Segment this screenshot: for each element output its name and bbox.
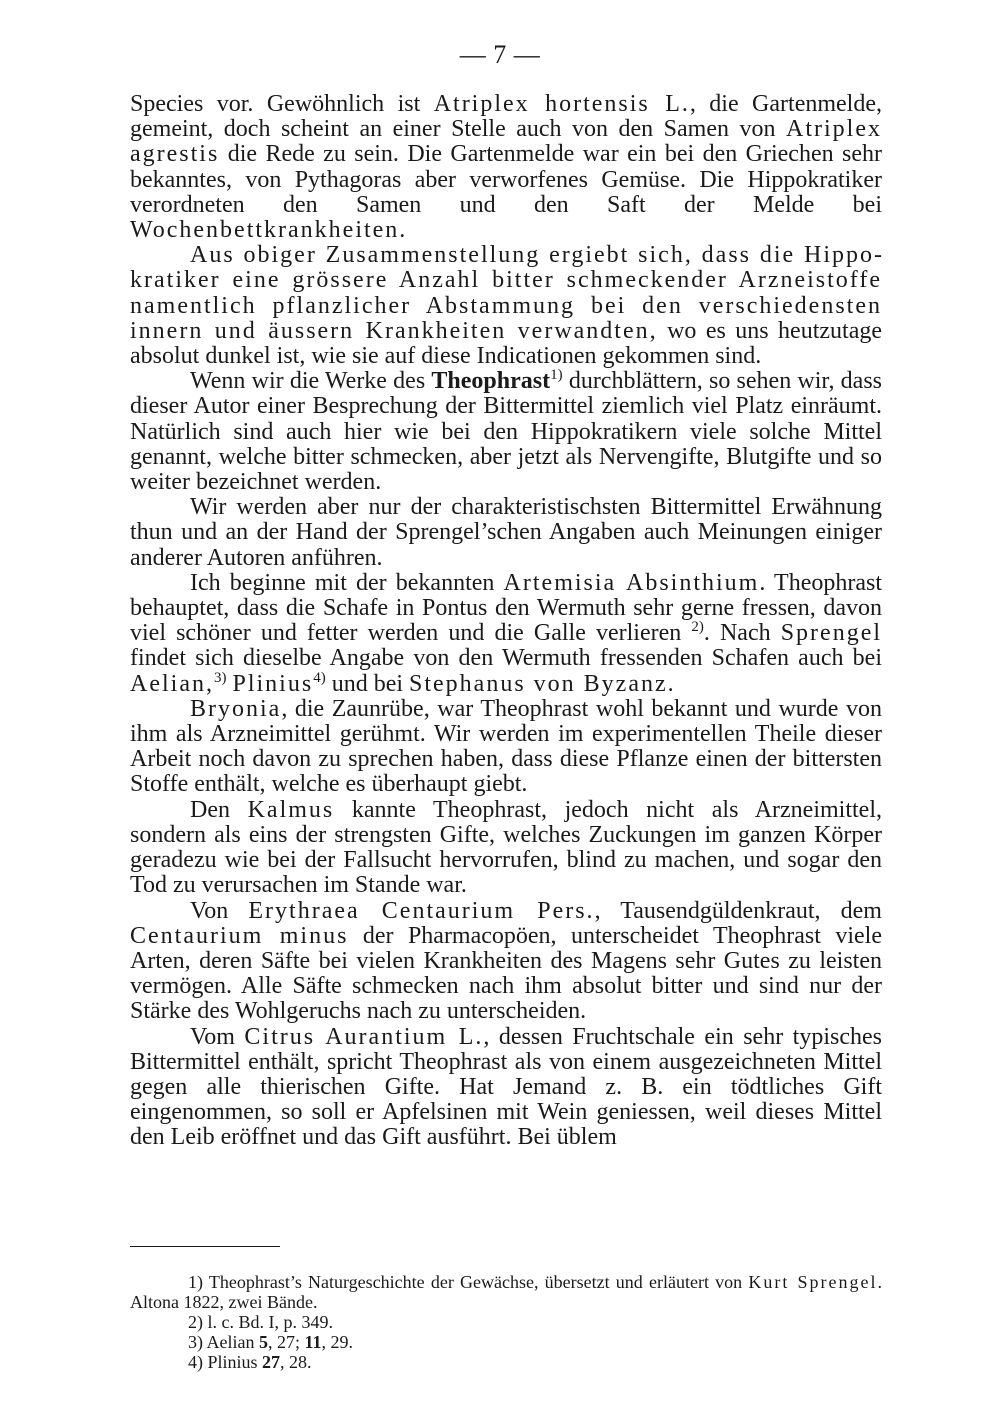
footnote-number: 3) xyxy=(188,1332,203,1352)
author-name: Plinius xyxy=(232,670,314,697)
text-run: Aelian xyxy=(203,1332,259,1352)
text-run: Theophrast’s Naturgeschichte der Gewächse, übersetzt und erläutert von xyxy=(203,1272,749,1292)
text-run: , Tausendgüldenkraut, dem xyxy=(594,897,882,924)
text-run: kannte Theophrast, jedoch nicht als Arzneimittel, sondern als eins der strengsten Gifte, welches Zuckungen im ganzen Körper geradezu wie bei der Fallsucht hervorrufen, blind zu machen, und sogar den Tod zu verursachen im Stande war. xyxy=(130,796,882,899)
text-run: , die Gartenmelde, gemeint, doch scheint an einer Stelle auch von den Samen von xyxy=(130,91,882,143)
footnote-separator xyxy=(130,1246,280,1247)
paragraph-8 xyxy=(130,899,882,1025)
author-name: Sprengel xyxy=(780,620,883,647)
footnote-3 xyxy=(130,1332,882,1352)
text-run: , 27; xyxy=(268,1332,305,1352)
text-run: Wir werden aber nur der charakteristischsten Bittermittel Erwähnung thun und an der Hand der Sprengel’schen Angaben auch Meinungen einiger anderer Autoren anführen. xyxy=(130,494,882,571)
text-run: , 28. xyxy=(280,1352,312,1372)
text-run: Wenn wir die Werke des xyxy=(190,368,432,395)
footnote-1 xyxy=(130,1272,882,1312)
paragraph-3 xyxy=(130,369,882,495)
footnote-4 xyxy=(130,1352,882,1372)
text-run: der Pharmacopöen, unterscheidet Theophrast viele Arten, deren Säfte bei vielen Krankheiten des Magens sehr Gutes zu leisten vermögen. Alle Säfte schmecken nach ihm absolut bitter und sind nur der Stärke des Wohlgeruchs nach zu unterscheiden. xyxy=(130,922,882,1025)
author-name-bold: Theophrast xyxy=(431,368,551,395)
text-run: Den xyxy=(190,796,248,823)
paragraph-2 xyxy=(130,243,882,369)
species-name: Citrus Aurantium L. xyxy=(244,1023,484,1050)
text-run: Species vor. Gewöhnlich ist xyxy=(130,91,434,117)
species-name: Atriplex hortensis L. xyxy=(433,91,690,117)
text-run: l. c. Bd. I, p. 349. xyxy=(203,1312,333,1332)
text-run: . xyxy=(667,670,674,697)
text-run: Ich beginne mit der bekannten xyxy=(190,569,504,596)
text-run: , dessen Fruchtschale ein sehr typisches Bittermittel enthält, spricht Theophrast als von einem ausgezeichneten Mittel gegen alle thierischen Gifte. Hat Jemand z. B. ein tödtliches Gift eingenommen, so soll er Apfelsinen mit Wein geniessen, weil dieses Mittel den Leib eröffnet und das Gift ausführt. Bei üblem xyxy=(130,1023,883,1151)
author-name: Kurt Sprengel xyxy=(748,1272,878,1292)
volume-number-bold: 11 xyxy=(304,1332,322,1352)
volume-number-bold: 27 xyxy=(262,1352,281,1372)
species-name: Artemisia Absinthium xyxy=(503,569,760,596)
volume-number-bold: 5 xyxy=(259,1332,268,1352)
footnote-number: 2) xyxy=(188,1312,203,1332)
emphasized-term: Wochenbettkrankheiten. xyxy=(130,217,408,244)
paragraph-5 xyxy=(130,571,882,697)
author-name: Aelian, xyxy=(130,670,214,697)
text-run: durchblättern, so sehen wir, dass dieser Autor einer Besprechung der Bittermittel ziemlich viel Platz einräumt. Natürlich sind auch hier wie bei den Hippokratikern viele solche Mittel genannt, welche bitter schmecken, aber jetzt als Nervengifte, Blutgifte und so weiter bezeichnet werden. xyxy=(130,368,883,496)
footnote-number: 1) xyxy=(188,1272,203,1292)
text-run: , 29. xyxy=(321,1332,354,1352)
text-run: . Theophrast behauptet, dass die Schafe in Pontus den Wermuth sehr gerne fressen, davon viel schöner und fetter werden und die Galle verlieren xyxy=(130,569,883,647)
footnotes xyxy=(130,1272,882,1372)
species-name: Erythraea Centaurium Pers. xyxy=(248,897,595,924)
text-run: findet sich dieselbe Angabe von den Wermuth fressenden Schafen auch bei xyxy=(130,645,882,672)
paragraph-7 xyxy=(130,798,882,899)
paragraph-1 xyxy=(130,92,882,243)
footnote-ref: 4) xyxy=(313,669,326,686)
footnote-number: 4) xyxy=(188,1352,203,1372)
footnote-2 xyxy=(130,1312,882,1332)
footnote-ref: 3) xyxy=(213,669,227,686)
text-run: Vom xyxy=(190,1023,245,1050)
text-run: , die Zaunrübe, war Theophrast wohl bekannt und wurde von ihm als Arzneimittel gerühmt. Wir werden im experimentellen Theile dieser Arbeit noch davon zu sprechen haben, dass diese Pflanze einen der bittersten Stoffe enthält, welche es überhaupt giebt. xyxy=(130,695,882,798)
paragraph-9 xyxy=(130,1025,882,1151)
paragraph-4 xyxy=(130,495,882,571)
text-run: die Rede zu sein. Die Gartenmelde war ein bei den Griechen sehr bekanntes, von Pythagoras aber verworfenes Gemüse. Die Hippokratiker verordneten den Samen und den Saft der Melde bei xyxy=(130,141,882,218)
footnote-ref: 1) xyxy=(550,367,563,384)
species-name: Bryonia xyxy=(190,695,282,722)
body-text xyxy=(130,92,882,1151)
text-run: wo es uns heutzutage absolut dunkel ist, wie sie auf diese Indicationen gekommen sind. xyxy=(130,317,882,370)
text-run: Plinius xyxy=(203,1352,263,1372)
text-run: . Nach xyxy=(703,620,781,647)
species-name: Centaurium minus xyxy=(130,922,349,949)
author-name: Stephanus von Byzanz xyxy=(409,670,668,697)
text-run: Von xyxy=(190,897,249,924)
species-name: Atriplex agrestis xyxy=(130,116,882,168)
text-run: und bei xyxy=(325,670,410,697)
text-run: . Altona 1822, zwei Bände. xyxy=(130,1272,882,1312)
paragraph-6 xyxy=(130,697,882,798)
species-name: Kalmus xyxy=(247,796,335,823)
footnote-ref: 2) xyxy=(691,619,704,636)
page-number: — 7 — xyxy=(459,40,541,69)
emphasized-passage: Aus obiger Zusammenstellung ergiebt sich, dass die Hippokratiker eine grössere Anzahl bitter schmeckender Arzneistoffe namentlich pflanzlicher Abstammung bei den verschiedensten innern und äussern Krankheiten verwandten, xyxy=(130,242,882,344)
